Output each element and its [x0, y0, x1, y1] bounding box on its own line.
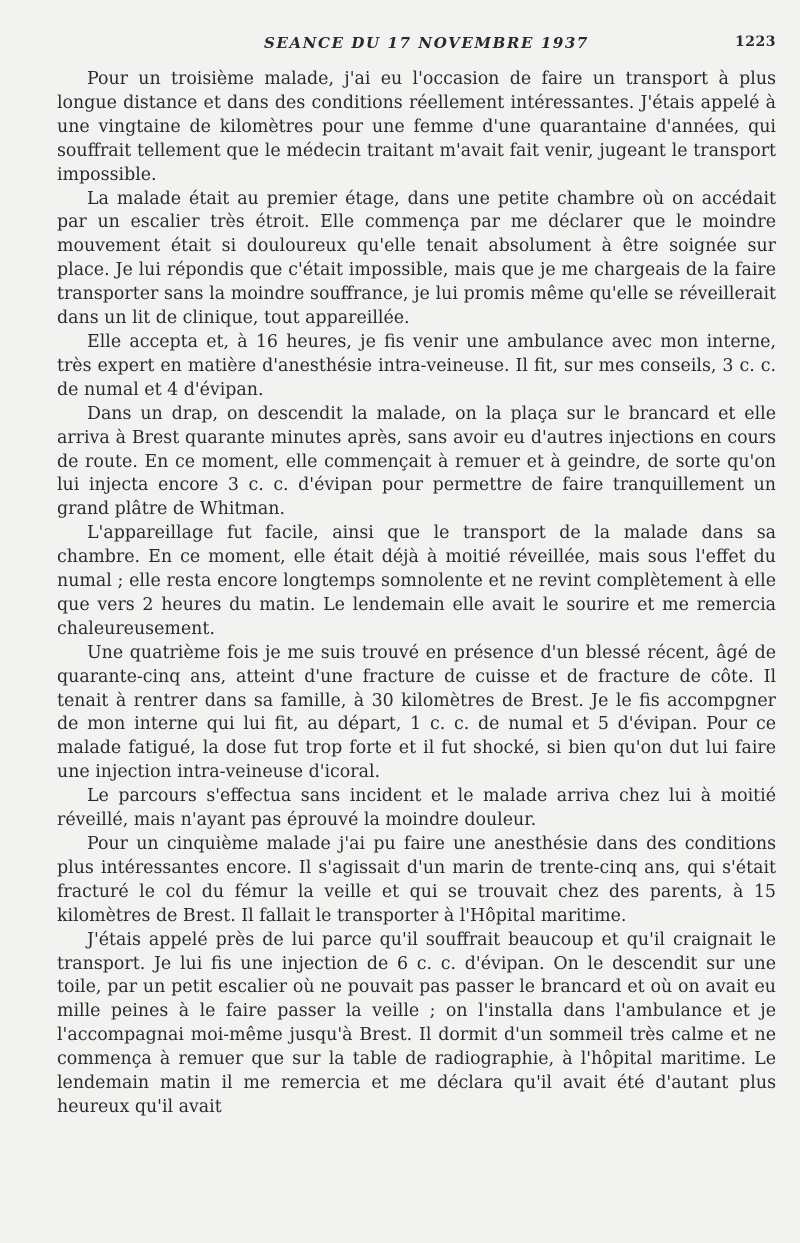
paragraph: L'appareillage fut facile, ainsi que le transport de la malade dans sa chambre. En ce moment, elle était déjà à moitié réveillée, mais sous l'effet du numal ; elle resta encore longtemps somnolente et ne revint complètement à elle que vers 2 heures du matin. Le lendemain elle avait le sourire et me remercia chaleureusement. [57, 523, 776, 639]
running-header [57, 34, 776, 58]
paragraph: Une quatrième fois je me suis trouvé en présence d'un blessé récent, âgé de quarante-cinq ans, atteint d'une fracture de cuisse et de fracture de côte. Il tenait à rentrer dans sa famille, à 30 kilomètres de Brest. Je le fis accompgner de mon interne qui lui fit, au départ, 1 c. c. de numal et 5 d'évipan. Pour ce malade fatigué, la dose fut trop forte et il fut shocké, si bien qu'on dut lui faire une injection intra-veineuse d'icoral. [57, 642, 776, 783]
paragraph: Elle accepta et, à 16 heures, je fis venir une ambulance avec mon interne, très expert en matière d'anesthésie intra-veineuse. Il fit, sur mes conseils, 3 c. c. de numal et 4 d'évipan. [57, 331, 776, 400]
paragraph: Le parcours s'effectua sans incident et le malade arriva chez lui à moitié réveillé, mais n'ayant pas éprouvé la moindre douleur. [57, 786, 776, 831]
page-number: 1223 [735, 34, 776, 50]
paragraph: La malade était au premier étage, dans une petite chambre où on accédait par un escalier très étroit. Elle commença par me déclarer que le moindre mouvement était si douloureux qu'elle tenait absolument à être soignée sur place. Je lui répondis que c'était impossible, mais que je me chargeais de la faire transporter sans la moindre souffrance, je lui promis même qu'elle se réveillerait dans un lit de clinique, tout appareillée. [57, 188, 776, 329]
paragraph: Pour un troisième malade, j'ai eu l'occasion de faire un transport à plus longue distance et dans des conditions réellement intéressantes. J'étais appelé à une vingtaine de kilomètres pour une femme d'une quarantaine d'années, qui souffrait tellement que le médecin traitant m'avait fait venir, jugeant le transport impossible. [57, 69, 776, 185]
paragraph: Pour un cinquième malade j'ai pu faire une anesthésie dans des conditions plus intéressantes encore. Il s'agissait d'un marin de trente-cinq ans, qui s'était fracturé le col du fémur la veille et qui se trouvait chez des parents, à 15 kilomètres de Brest. Il fallait le transporter à l'Hôpital maritime. [57, 834, 776, 926]
running-title: SEANCE DU 17 NOVEMBRE 1937 [264, 34, 589, 52]
paragraph: J'étais appelé près de lui parce qu'il souffrait beaucoup et qu'il craignait le transport. Je lui fis une injection de 6 c. c. d'évipan. On le descendit sur une toile, par un petit escalier où ne pouvait pas passer le brancard et où on avait eu mille peines à le faire passer la veille ; on l'installa dans l'ambulance et je l'accompagnai moi-même jusqu'à Brest. Il dormit d'un sommeil très calme et ne commença à remuer que sur la table de radiographie, à l'hôpital maritime. Le lendemain matin il me remercia et me déclara qu'il avait été d'autant plus heureux qu'il avait [57, 929, 776, 1117]
paragraph: Dans un drap, on descendit la malade, on la plaça sur le brancard et elle arriva à Brest quarante minutes après, sans avoir eu d'autres injections en cours de route. En ce moment, elle commençait à remuer et à geindre, de sorte qu'on lui injecta encore 3 c. c. d'évipan pour permettre de faire tranquillement un grand plâtre de Whitman. [57, 403, 776, 520]
body-text [57, 68, 776, 1120]
